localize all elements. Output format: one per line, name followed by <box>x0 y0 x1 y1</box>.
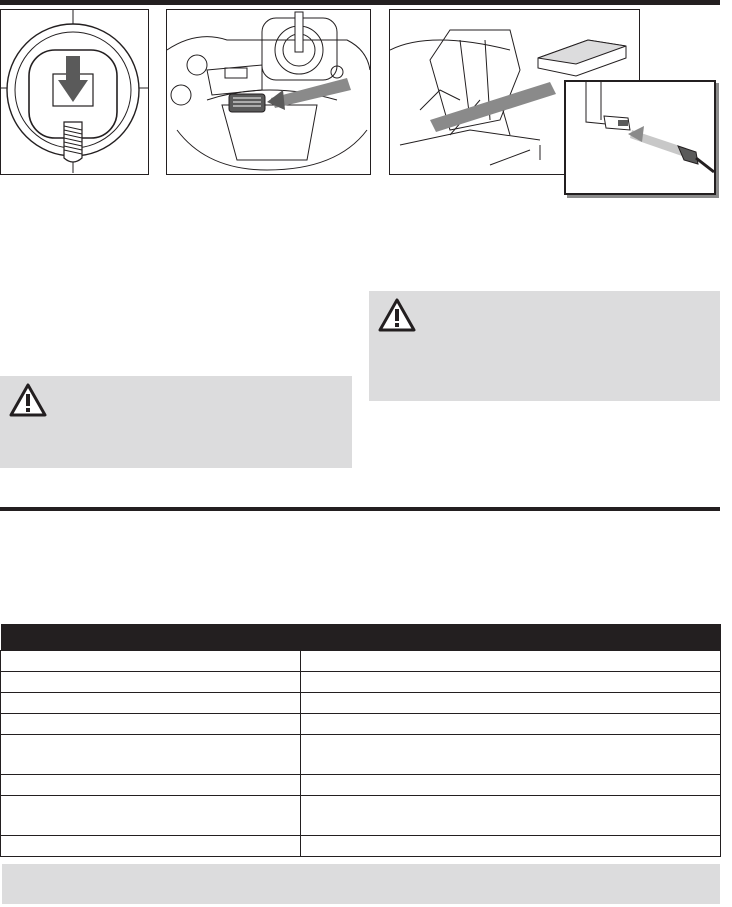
section-divider <box>0 507 720 511</box>
table-cell-value <box>301 693 721 714</box>
table-cell-value <box>301 735 721 775</box>
table-cell-value <box>301 796 721 836</box>
spec-table <box>0 624 721 857</box>
table-row <box>1 714 721 735</box>
warning-box-left <box>0 376 352 468</box>
table-cell-label <box>1 796 301 836</box>
note-box <box>2 864 720 904</box>
table-header <box>1 624 721 651</box>
table-cell-label <box>1 775 301 796</box>
table-row <box>1 693 721 714</box>
table-cell-value <box>301 714 721 735</box>
figure-connector-inset <box>564 80 716 195</box>
table-row <box>1 796 721 836</box>
warning-box-right <box>369 291 720 401</box>
table-row <box>1 651 721 672</box>
table-header-row <box>1 624 721 651</box>
table-cell-label <box>1 651 301 672</box>
table-cell-label <box>1 693 301 714</box>
table-row <box>1 672 721 693</box>
table-cell-label <box>1 714 301 735</box>
table-cell-value <box>301 672 721 693</box>
table-cell-label <box>1 836 301 857</box>
table-cell-label <box>1 735 301 775</box>
table-row <box>1 775 721 796</box>
table-row <box>1 735 721 775</box>
figure-transmitter-cover <box>166 9 371 175</box>
top-rule <box>0 0 720 5</box>
figure-power-switch <box>0 9 149 175</box>
table-cell-value <box>301 836 721 857</box>
warning-triangle-icon <box>8 382 48 423</box>
table-cell-value <box>301 651 721 672</box>
table-cell-label <box>1 672 301 693</box>
table-cell-value <box>301 775 721 796</box>
table-row <box>1 836 721 857</box>
warning-triangle-icon <box>377 297 417 338</box>
